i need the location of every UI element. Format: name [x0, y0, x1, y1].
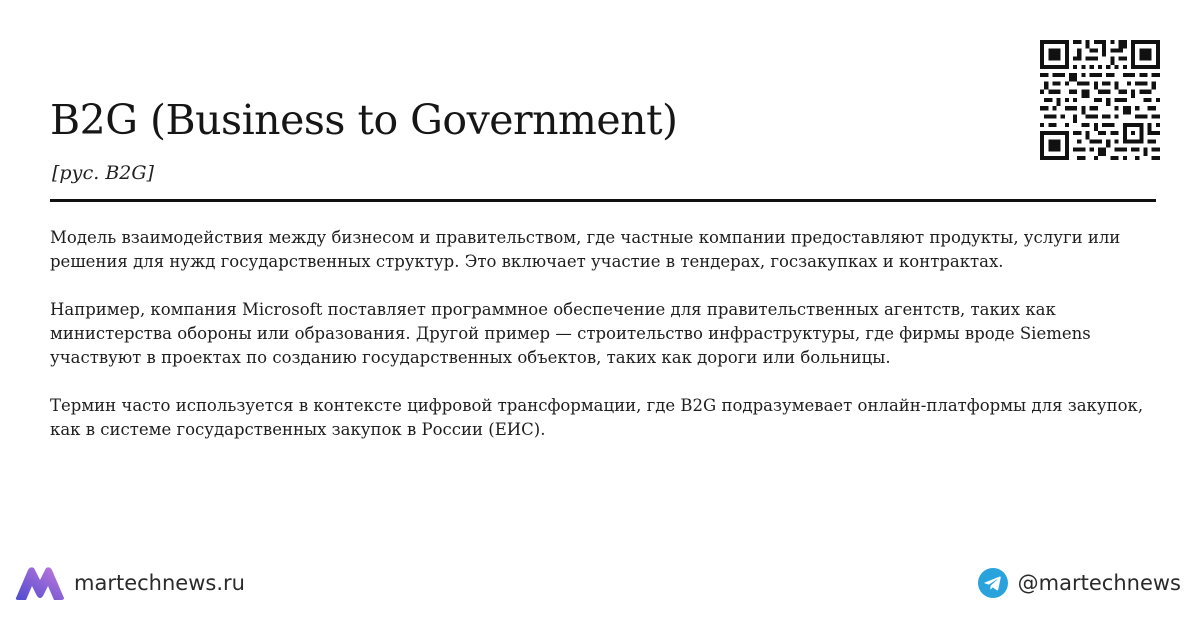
example-paragraph: Например, компания Microsoft поставляет программное обеспечение для правительственных агентств, таких как министерства обороны или образования. Другой пример — строительство инфраструктуры, где фирмы вроде Siemens участвуют в проектах по созданию государственных объектов, таких как дороги или больницы.	[50, 300, 1091, 367]
term-title: B2G (Business to Government)	[50, 96, 678, 144]
telegram-icon	[978, 568, 1008, 598]
telegram-handle: @martechnews	[1017, 571, 1181, 595]
site-url: martechnews.ru	[74, 571, 245, 595]
martechnews-logo-icon	[14, 566, 65, 600]
title-divider	[50, 199, 1156, 202]
qr-code[interactable]	[1040, 40, 1160, 160]
telegram-link[interactable]	[978, 565, 1181, 601]
definition-paragraph: Модель взаимодействия между бизнесом и правительством, где частные компании предоставляют продукты, услуги или решения для нужд государственных структур. Это включает участие в тендерах, госзакупках и контрактах.	[50, 228, 1121, 271]
term-translation: [рус. B2G]	[52, 162, 154, 184]
context-paragraph: Термин часто используется в контексте цифровой трансформации, где B2G подразумевает онлайн-платформы для закупок, как в системе государственных закупок в России (ЕИС).	[50, 396, 1144, 439]
definition-body	[50, 226, 1160, 466]
site-link[interactable]	[14, 565, 245, 601]
